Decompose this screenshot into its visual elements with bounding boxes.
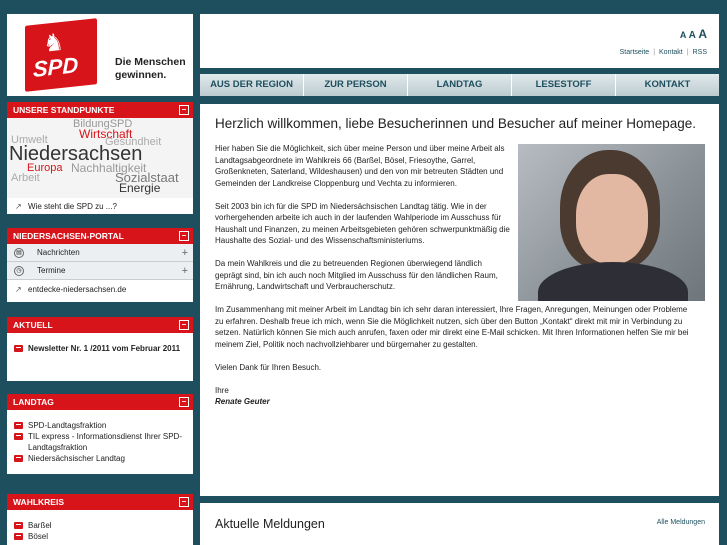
aktuell-header: AKTUELL – [7,317,193,333]
arrow-icon: ↗ [15,285,22,294]
wahlkreis-header: WAHLKREIS – [7,494,193,510]
nav-tab-lesestoff[interactable]: LESESTOFF [512,74,616,96]
landtag-header: LANDTAG – [7,394,193,410]
cloud-word: BildungSPD [73,118,133,130]
collapse-icon[interactable]: – [179,320,189,330]
page-title: Herzlich willkommen, liebe Besucherinnen und Besucher auf meiner Homepage. [215,116,696,131]
link-icon [14,533,23,540]
signature: Renate Geuter [215,397,270,406]
font-size-small[interactable]: A [679,30,687,40]
link-icon [14,455,23,462]
portal-panel [7,228,193,302]
clock-icon: ◷ [14,266,24,276]
nav-tab-landtag[interactable]: LANDTAG [408,74,512,96]
startseite-link[interactable]: Startseite [619,49,650,56]
collapse-icon[interactable]: – [179,397,189,407]
paragraph: Da mein Wahlkreis und die zu betreuenden Regionen überwiegend ländlich geprägt sind, bin ich auch noch Mitglied im Ausschuss für den ländlichen Raum, Ernährung, Landwirtschaft und Verbraucherschutz. [215,259,498,291]
kontakt-link[interactable]: Kontakt [659,49,683,56]
horse-icon: ♞ [43,27,65,58]
standpunkte-panel [7,102,193,214]
cloud-word: Europa [27,162,63,174]
expand-icon[interactable]: + [181,247,188,259]
collapse-icon[interactable]: – [179,105,189,115]
cloud-word: Nachhaltigkeit [71,161,147,175]
news-icon: ▤ [14,248,24,258]
portal-item-nachrichten[interactable]: ▤ Nachrichten + [7,244,193,262]
wahlkreis-link[interactable]: Barßel [7,520,193,531]
all-news-link[interactable]: Alle Meldungen [656,519,705,526]
landtag-panel [7,394,193,474]
topic-wordcloud[interactable] [7,118,193,198]
main-content [200,104,719,496]
main-nav [200,74,719,96]
aktuell-panel [7,317,193,381]
cloud-word: Niedersachsen [9,143,143,165]
standpunkte-link[interactable]: ↗ Wie steht die SPD zu ...? [15,202,117,211]
wahlkreis-panel [7,494,193,545]
landtag-link[interactable]: SPD-Landtagsfraktion [7,420,193,431]
spd-logo[interactable] [25,18,97,92]
font-size-medium[interactable]: A [688,30,696,41]
tagline: Die Menschen gewinnen. [115,56,186,81]
wahlkreis-link[interactable]: Bösel [7,531,193,542]
rss-link[interactable]: RSS [692,49,707,56]
link-icon [14,522,23,529]
top-bar [200,14,719,68]
link-icon [14,422,23,429]
cloud-word: Wirtschaft [79,127,133,141]
portal-item-termine[interactable]: ◷ Termine + [7,262,193,280]
paragraph: Vielen Dank für Ihren Besuch. [215,362,322,372]
news-section [200,503,719,545]
cloud-word: Arbeit [11,172,40,184]
news-heading: Aktuelle Meldungen [215,517,325,531]
nav-tab-kontakt[interactable]: KONTAKT [616,74,719,96]
standpunkte-header: UNSERE STANDPUNKTE – [7,102,193,118]
logo-box[interactable] [7,14,193,96]
paragraph: Hier haben Sie die Möglichkeit, sich über meine Person und über meine Arbeit als Landtagsabgeordnete im Wahlkreis 66 (Barßel, Bösel, Friesoythe, Garrel, Großenkneten, Saterland, Wildeshausen) und den von mir betreuten Städten und Gemeinden der Landkreise Cloppenburg und Vechta zu informieren. [215,144,505,188]
landtag-link[interactable]: Niedersächsischer Landtag [7,453,193,464]
cloud-word: Sozialstaat [115,170,179,185]
spd-logo-text: SPD [33,52,79,82]
link-icon [14,433,23,440]
nav-tab-region[interactable]: AUS DER REGION [200,74,304,96]
cloud-word: Gesundheit [105,136,162,148]
portal-header: NIEDERSACHSEN-PORTAL – [7,228,193,244]
nav-tab-person[interactable]: ZUR PERSON [304,74,408,96]
expand-icon[interactable]: + [181,265,188,277]
aktuell-item[interactable]: Newsletter Nr. 1 /2011 vom Februar 2011 [7,343,193,354]
closing: Ihre [215,385,229,395]
landtag-link[interactable]: TIL express - Informationsdienst Ihrer SPD-Landtagsfraktion [7,431,193,453]
cloud-word: Umwelt [11,134,48,146]
collapse-icon[interactable]: – [179,231,189,241]
arrow-icon: ↗ [15,202,22,211]
portal-link[interactable]: ↗ entdecke-niedersachsen.de [15,285,127,294]
portrait-photo [518,144,705,301]
cloud-word: Energie [119,181,161,195]
font-size-large[interactable]: A [698,27,707,41]
collapse-icon[interactable]: – [179,497,189,507]
newsletter-icon [14,345,23,352]
paragraph: Seit 2003 bin ich für die SPD im Niedersächsischen Landtag tätig. Wie in der vorhergehenden arbeite ich auch in der laufenden Wahlperiode im Ausschuss für Haushalt und Finanzen, zu meinen Arbeitsgebieten gehören schwerpunktmäßig die Haushalte des Sozial- und des Wissenschaftsministeriums. [215,201,510,245]
font-size-switcher [680,27,707,41]
welcome-text [215,143,689,408]
paragraph: Im Zusammenhang mit meiner Arbeit im Landtag bin ich sehr daran interessiert, Ihre Fragen, Anregungen, Meinungen oder Probleme zu erfahren. Deshalb freue ich mich, wenn Sie die Möglichkeit nutzen, sich über den Button „Kontakt“ direkt mit mir in Verbindung zu setzen. Natürlich können Sie mich auch anrufen, faxen oder mir direkt eine E-Mail schicken. Mit Ihren Informationen helfen Sie mir bei meinem Ziel, Politik noch nachvollziehbarer und bürgernaher zu gestalten. [215,305,689,349]
top-links: Startseite | Kontakt | RSS [619,49,707,56]
